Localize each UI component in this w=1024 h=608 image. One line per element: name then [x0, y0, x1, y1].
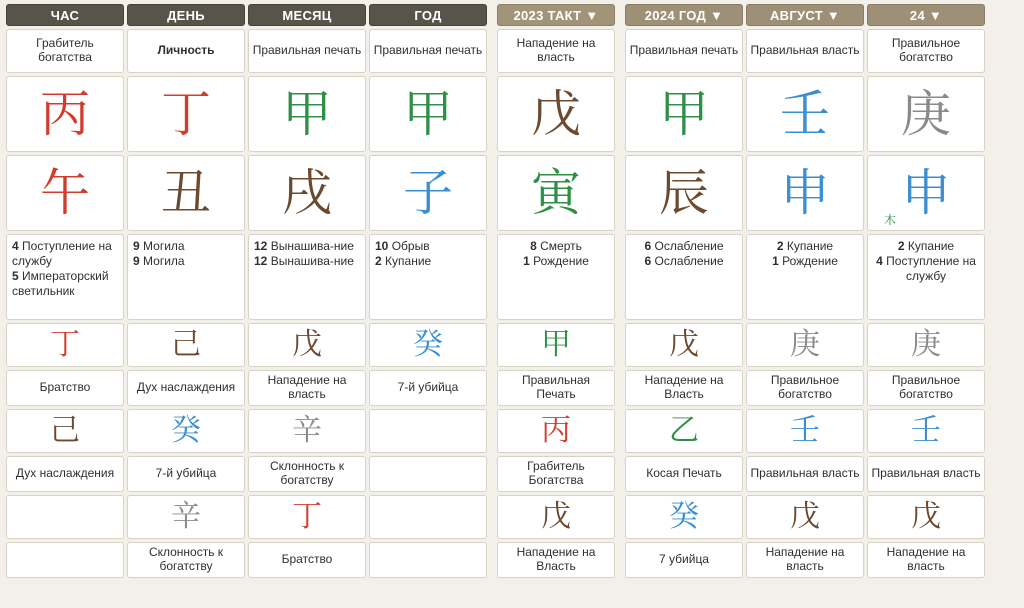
top-label-forecast-day: Правильное богатство [867, 29, 985, 73]
note-num: 9 [133, 254, 140, 268]
forecast-column-year [625, 4, 743, 608]
note-num: 2 [897, 239, 905, 253]
hidden-stem-label: Братство [248, 542, 366, 578]
note-text: Купание [907, 239, 955, 253]
top-label-forecast-year: Правильная печать [625, 29, 743, 73]
top-label-month: Правильная печать [248, 29, 366, 73]
note-num: 2 [375, 254, 382, 268]
hidden-stem-glyph[interactable]: 癸 [127, 409, 245, 453]
column-header-forecast-day[interactable]: 24 ▼ [867, 4, 985, 26]
branch-glyph-year[interactable]: 子 [369, 155, 487, 231]
hidden-stem-label: Правильное богатство [867, 370, 985, 406]
note-num: 5 [12, 269, 19, 283]
note-num: 1 [523, 254, 530, 268]
note-num: 6 [644, 254, 652, 268]
pillar-column-hour [6, 4, 124, 608]
note-text: Могила [143, 239, 185, 253]
hidden-stem-glyph[interactable]: 戊 [625, 323, 743, 367]
top-label-luck: Нападение на власть [497, 29, 615, 73]
note-text: Купание [385, 254, 432, 268]
stem-glyph-hour[interactable]: 丙 [6, 76, 124, 152]
branch-glyph-luck[interactable]: 寅 [497, 155, 615, 231]
forecast-group [625, 4, 985, 608]
hidden-stem-glyph[interactable]: 癸 [369, 323, 487, 367]
luck-column-2023 [497, 4, 615, 608]
branch-glyph-forecast-month[interactable]: 申 [746, 155, 864, 231]
note-num: 9 [133, 239, 140, 253]
column-header-year[interactable]: ГОД [369, 4, 487, 26]
note-text: Императорский светильник [12, 269, 109, 298]
hidden-stem-label: Грабитель Богатства [497, 456, 615, 492]
note-num: 2 [776, 239, 784, 253]
column-header-month[interactable]: МЕСЯЦ [248, 4, 366, 26]
stem-glyph-day[interactable]: 丁 [127, 76, 245, 152]
note-text: Ослабление [654, 239, 724, 253]
note-num: 1 [772, 254, 779, 268]
note-num: 12 [254, 254, 268, 268]
hidden-stem-label: Правильное богатство [746, 370, 864, 406]
notes-year [369, 234, 487, 320]
stem-glyph-month[interactable]: 甲 [248, 76, 366, 152]
hidden-stem-glyph[interactable]: 丁 [248, 495, 366, 539]
column-header-day[interactable]: ДЕНЬ [127, 4, 245, 26]
branch-glyph-hour[interactable]: 午 [6, 155, 124, 231]
note-text: Рождение [533, 254, 589, 268]
note-num: 12 [254, 239, 268, 253]
luck-pillar-group [497, 4, 615, 608]
hidden-stem-glyph[interactable]: 辛 [127, 495, 245, 539]
notes-forecast-year [625, 234, 743, 320]
note-text: Поступление на службу [886, 254, 976, 283]
hidden-stem-glyph[interactable] [6, 495, 124, 539]
note-text: Могила [143, 254, 185, 268]
hidden-stem-label: 7 убийца [625, 542, 743, 578]
note-text: Вынашива-ние [270, 239, 354, 253]
branch-glyph-forecast-year[interactable]: 辰 [625, 155, 743, 231]
hidden-stem-label: 7-й убийца [127, 456, 245, 492]
note-text: Обрыв [391, 239, 430, 253]
hidden-stem-label: Нападение на власть [248, 370, 366, 406]
top-label-year: Правильная печать [369, 29, 487, 73]
note-num: 4 [12, 239, 19, 253]
hidden-stem-glyph[interactable]: 戊 [248, 323, 366, 367]
forecast-column-day [867, 4, 985, 608]
hidden-stem-label: 7-й убийца [369, 370, 487, 406]
pillar-column-month [248, 4, 366, 608]
note-text: Рождение [782, 254, 838, 268]
hidden-stem-label: Дух наслаждения [6, 456, 124, 492]
hidden-stem-glyph[interactable]: 己 [127, 323, 245, 367]
note-num: 8 [530, 239, 537, 253]
hidden-stem-label [6, 542, 124, 578]
branch-glyph-day[interactable]: 丑 [127, 155, 245, 231]
hidden-stem-label: Братство [6, 370, 124, 406]
stem-glyph-luck[interactable]: 戊 [497, 76, 615, 152]
pillar-column-year [369, 4, 487, 608]
branch-glyph-text: 申 [901, 164, 951, 222]
top-label-hour: Грабитель богатства [6, 29, 124, 73]
note-text: Смерть [540, 239, 582, 253]
stem-glyph-forecast-year[interactable]: 甲 [625, 76, 743, 152]
top-label-day: Личность [127, 29, 245, 73]
notes-hour [6, 234, 124, 320]
note-num: 4 [876, 254, 883, 268]
hidden-stem-label: Склонность к богатству [248, 456, 366, 492]
branch-glyph-month[interactable]: 戌 [248, 155, 366, 231]
hidden-stem-glyph[interactable]: 己 [6, 409, 124, 453]
hidden-stem-glyph[interactable]: 丁 [6, 323, 124, 367]
stem-glyph-forecast-day[interactable]: 庚 [867, 76, 985, 152]
hidden-stem-glyph[interactable]: 丙 [497, 409, 615, 453]
stem-glyph-year[interactable]: 甲 [369, 76, 487, 152]
forecast-column-month [746, 4, 864, 608]
stem-glyph-forecast-month[interactable]: 壬 [746, 76, 864, 152]
note-num: 6 [644, 239, 652, 253]
hidden-stem-glyph[interactable] [369, 495, 487, 539]
four-pillars-group [6, 4, 487, 608]
notes-forecast-month [746, 234, 864, 320]
hidden-stem-label: Нападение на Власть [625, 370, 743, 406]
hidden-stem-glyph[interactable]: 戊 [867, 495, 985, 539]
note-text: Ослабление [654, 254, 724, 268]
notes-day [127, 234, 245, 320]
note-text: Купание [786, 239, 834, 253]
hidden-stem-glyph[interactable]: 庚 [746, 323, 864, 367]
branch-glyph-forecast-day[interactable] [867, 155, 985, 231]
notes-forecast-day [867, 234, 985, 320]
hidden-stem-glyph[interactable]: 癸 [625, 495, 743, 539]
note-text: Поступление на службу [12, 239, 112, 268]
pillar-column-day [127, 4, 245, 608]
hidden-stem-label: Косая Печать [625, 456, 743, 492]
hidden-stem-glyph[interactable]: 壬 [746, 409, 864, 453]
column-header-forecast-month[interactable]: АВГУСТ ▼ [746, 4, 864, 26]
hidden-stem-label: Дух наслаждения [127, 370, 245, 406]
hidden-stem-label: Нападение на Власть [497, 542, 615, 578]
notes-month [248, 234, 366, 320]
hidden-stem-glyph[interactable]: 乙 [625, 409, 743, 453]
hidden-stem-label [369, 542, 487, 578]
hidden-stem-label: Нападение на власть [867, 542, 985, 578]
hidden-stem-glyph[interactable]: 甲 [497, 323, 615, 367]
hidden-stem-label: Склонность к богатству [127, 542, 245, 578]
column-header-forecast-year[interactable]: 2024 ГОД ▼ [625, 4, 743, 26]
hidden-stem-glyph[interactable]: 戊 [497, 495, 615, 539]
hidden-stem-glyph[interactable]: 戊 [746, 495, 864, 539]
hidden-stem-glyph[interactable]: 壬 [867, 409, 985, 453]
hidden-stem-label: Нападение на власть [746, 542, 864, 578]
hidden-stem-glyph[interactable]: 辛 [248, 409, 366, 453]
notes-luck [497, 234, 615, 320]
hidden-stem-glyph[interactable] [369, 409, 487, 453]
column-header-luck-2023[interactable]: 2023 ТАКТ ▼ [497, 4, 615, 26]
hidden-stem-label: Правильная власть [867, 456, 985, 492]
element-tag-wood: 木 [884, 213, 897, 227]
top-label-forecast-month: Правильная власть [746, 29, 864, 73]
note-num: 10 [375, 239, 389, 253]
hidden-stem-label [369, 456, 487, 492]
hidden-stem-label: Правильная власть [746, 456, 864, 492]
hidden-stem-label: Правильная Печать [497, 370, 615, 406]
hidden-stem-glyph[interactable]: 庚 [867, 323, 985, 367]
note-text: Вынашива-ние [270, 254, 354, 268]
column-header-hour[interactable]: ЧАС [6, 4, 124, 26]
